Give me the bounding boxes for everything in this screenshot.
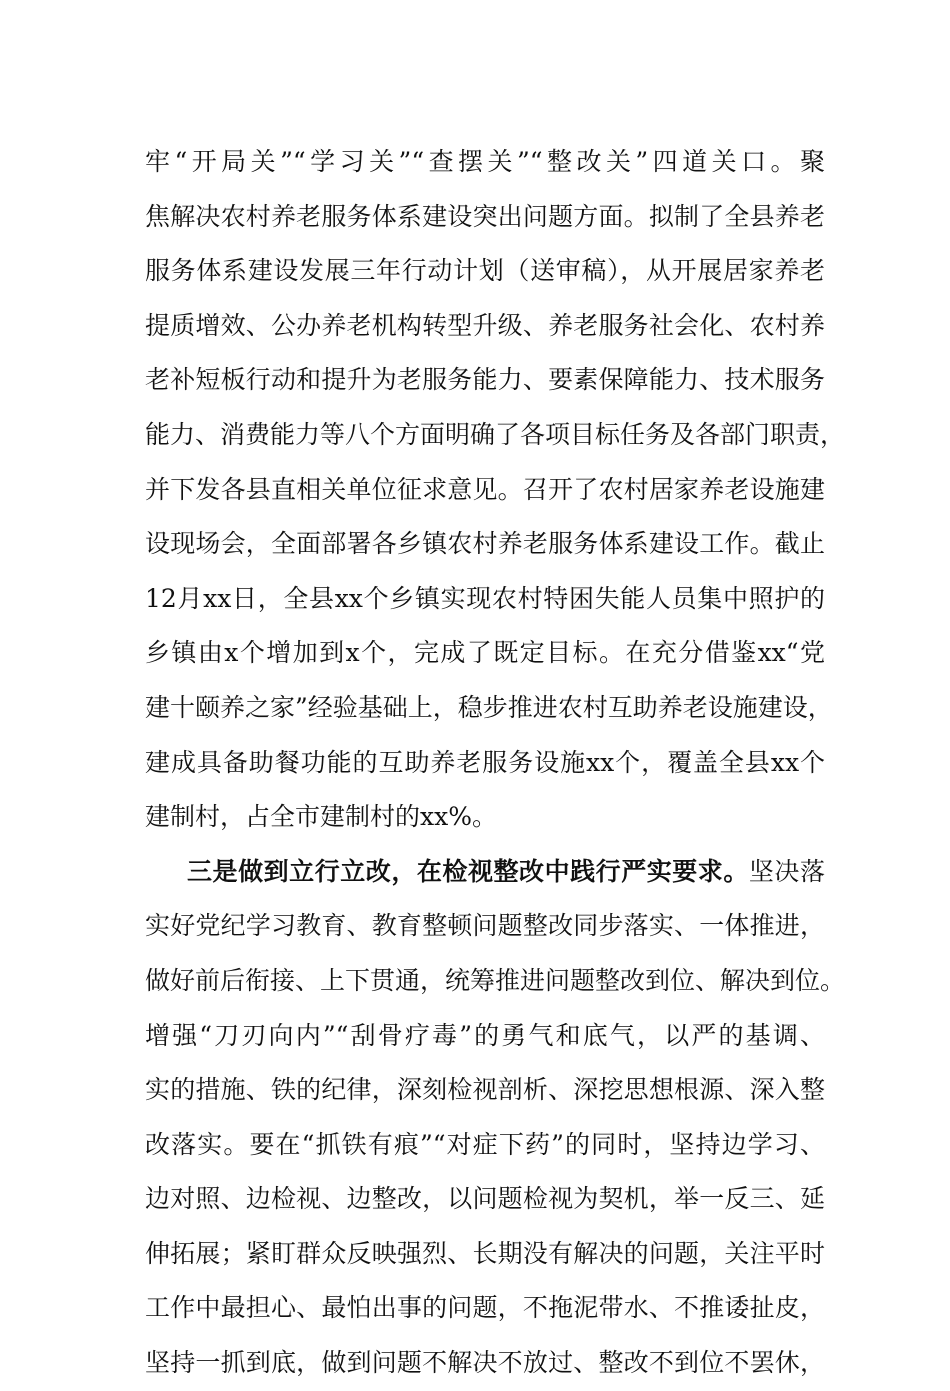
text-line: 实的措施、铁的纪律，深刻检视剖析、深挖思想根源、深入整 <box>145 1075 825 1105</box>
paragraph-2 <box>145 845 846 1391</box>
text-line: 焦解决农村养老服务体系建设突出问题方面。拟制了全县养老 <box>145 201 825 231</box>
text-line: 12月xx日，全县xx个乡镇实现农村特困失能人员集中照护的 <box>145 583 825 613</box>
paragraph-2-first-line-rest: 坚决落 <box>748 856 825 886</box>
text-line: 老补短板行动和提升为老服务能力、要素保障能力、技术服务 <box>145 365 825 395</box>
text-line: 建制村，占全市建制村的xx%。 <box>145 802 497 832</box>
text-line: 坚持一抓到底，做到问题不解决不放过、整改不到位不罢休， <box>145 1348 825 1378</box>
text-line: 建十颐养之家”经验基础上，稳步推进农村互助养老设施建设， <box>145 692 833 722</box>
text-line: 改落实。要在“抓铁有痕”“对症下药”的同时，坚持边学习、 <box>145 1129 825 1159</box>
body-text <box>145 135 846 1391</box>
text-line: 并下发各县直相关单位征求意见。召开了农村居家养老设施建 <box>145 474 825 504</box>
text-line: 边对照、边检视、边整改，以问题检视为契机，举一反三、延 <box>145 1184 825 1214</box>
text-line: 设现场会，全面部署各乡镇农村养老服务体系建设工作。截止 <box>145 529 825 559</box>
text-line: 工作中最担心、最怕出事的问题，不拖泥带水、不推诿扯皮， <box>145 1293 825 1323</box>
text-line: 实好党纪学习教育、教育整顿问题整改同步落实、一体推进， <box>145 911 825 941</box>
text-line: 建成具备助餐功能的互助养老服务设施xx个，覆盖全县xx个 <box>145 747 825 777</box>
text-line: 提质增效、公办养老机构转型升级、养老服务社会化、农村养 <box>145 310 825 340</box>
text-line: 能力、消费能力等八个方面明确了各项目标任务及各部门职责， <box>145 419 846 449</box>
text-line: 服务体系建设发展三年行动计划（送审稿），从开展居家养老 <box>145 256 825 286</box>
text-line: 乡镇由x个增加到x个，完成了既定目标。在充分借鉴xx“党 <box>145 638 825 668</box>
text-line: 牢“开局关”“学习关”“查摆关”“整改关”四道关口。聚 <box>145 147 825 176</box>
paragraph-2-first-line <box>145 845 825 900</box>
text-line: 增强“刀刃向内”“刮骨疗毒”的勇气和底气，以严的基调、 <box>145 1020 825 1050</box>
paragraph-1 <box>145 135 846 845</box>
text-line: 做好前后衔接、上下贯通，统筹推进问题整改到位、解决到位。 <box>145 965 846 995</box>
paragraph-2-lead-sentence: 三是做到立行立改，在检视整改中践行严实要求。 <box>187 856 749 886</box>
text-line: 伸拓展；紧盯群众反映强烈、长期没有解决的问题，关注平时 <box>145 1238 825 1268</box>
